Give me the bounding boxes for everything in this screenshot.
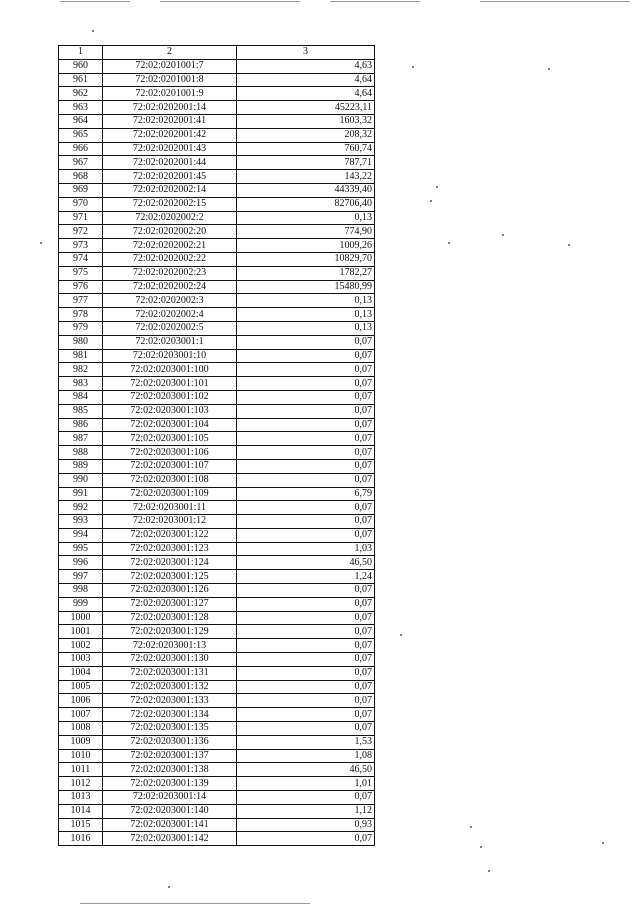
row-number-cell: 965 [59, 128, 103, 142]
table-row [59, 101, 375, 115]
value-cell: 0,07 [237, 611, 375, 625]
table-row [59, 114, 375, 128]
row-number-cell: 990 [59, 473, 103, 487]
table-row [59, 239, 375, 253]
cadastral-number-cell: 72:02:0203001:131 [103, 666, 237, 680]
table-row [59, 321, 375, 335]
cadastral-number-cell: 72:02:0202002:2 [103, 211, 237, 225]
table-row [59, 487, 375, 501]
scan-speck [568, 244, 570, 246]
parcel-table [58, 45, 375, 846]
value-cell: 1,03 [237, 542, 375, 556]
cadastral-number-cell: 72:02:0202002:24 [103, 280, 237, 294]
value-cell: 0,07 [237, 404, 375, 418]
row-number-cell: 991 [59, 487, 103, 501]
value-cell: 143,22 [237, 170, 375, 184]
value-cell: 46,50 [237, 763, 375, 777]
table-row [59, 73, 375, 87]
cadastral-number-cell: 72:02:0202002:3 [103, 294, 237, 308]
cadastral-number-cell: 72:02:0203001:127 [103, 597, 237, 611]
cadastral-number-cell: 72:02:0203001:142 [103, 832, 237, 846]
cadastral-number-cell: 72:02:0202002:5 [103, 321, 237, 335]
table-row [59, 639, 375, 653]
table-row [59, 280, 375, 294]
row-number-cell: 984 [59, 390, 103, 404]
cadastral-number-cell: 72:02:0203001:102 [103, 390, 237, 404]
row-number-cell: 1000 [59, 611, 103, 625]
cadastral-number-cell: 72:02:0203001:139 [103, 777, 237, 791]
cadastral-number-cell: 72:02:0203001:124 [103, 556, 237, 570]
row-number-cell: 972 [59, 225, 103, 239]
row-number-cell: 1012 [59, 777, 103, 791]
table-row [59, 294, 375, 308]
scan-speck [470, 826, 472, 828]
table-row [59, 515, 375, 529]
table-row [59, 680, 375, 694]
value-cell: 0,07 [237, 584, 375, 598]
row-number-cell: 968 [59, 170, 103, 184]
row-number-cell: 1015 [59, 818, 103, 832]
table-row [59, 363, 375, 377]
value-cell: 0,07 [237, 653, 375, 667]
row-number-cell: 986 [59, 418, 103, 432]
cadastral-number-cell: 72:02:0203001:14 [103, 791, 237, 805]
row-number-cell: 1001 [59, 625, 103, 639]
value-cell: 0,07 [237, 446, 375, 460]
row-number-cell: 995 [59, 542, 103, 556]
row-number-cell: 1010 [59, 749, 103, 763]
table-row [59, 197, 375, 211]
row-number-cell: 976 [59, 280, 103, 294]
table-row [59, 266, 375, 280]
value-cell: 1009,26 [237, 239, 375, 253]
value-cell: 4,64 [237, 73, 375, 87]
row-number-cell: 960 [59, 59, 103, 73]
table-row [59, 542, 375, 556]
table-row [59, 570, 375, 584]
table-row [59, 763, 375, 777]
table-row [59, 735, 375, 749]
cadastral-number-cell: 72:02:0203001:100 [103, 363, 237, 377]
scan-speck [430, 200, 432, 202]
cadastral-number-cell: 72:02:0201001:7 [103, 59, 237, 73]
table-row [59, 156, 375, 170]
value-cell: 0,07 [237, 501, 375, 515]
row-number-cell: 983 [59, 377, 103, 391]
table-row [59, 446, 375, 460]
cadastral-number-cell: 72:02:0203001:126 [103, 584, 237, 598]
value-cell: 0,07 [237, 694, 375, 708]
cadastral-number-cell: 72:02:0203001:141 [103, 818, 237, 832]
cadastral-number-cell: 72:02:0203001:138 [103, 763, 237, 777]
row-number-cell: 992 [59, 501, 103, 515]
cadastral-number-cell: 72:02:0203001:105 [103, 432, 237, 446]
scan-speck [448, 242, 450, 244]
row-number-cell: 978 [59, 308, 103, 322]
column-header: 3 [237, 46, 375, 60]
value-cell: 0,07 [237, 363, 375, 377]
cadastral-number-cell: 72:02:0202002:14 [103, 183, 237, 197]
table-row [59, 225, 375, 239]
value-cell: 0,07 [237, 390, 375, 404]
table-row [59, 528, 375, 542]
value-cell: 0,13 [237, 321, 375, 335]
cadastral-number-cell: 72:02:0202002:15 [103, 197, 237, 211]
table-row [59, 832, 375, 846]
value-cell: 0,07 [237, 625, 375, 639]
cadastral-number-cell: 72:02:0203001:135 [103, 722, 237, 736]
table-row [59, 473, 375, 487]
table-header-row [59, 46, 375, 60]
table-row [59, 694, 375, 708]
cadastral-number-cell: 72:02:0202001:45 [103, 170, 237, 184]
value-cell: 4,63 [237, 59, 375, 73]
value-cell: 1,08 [237, 749, 375, 763]
value-cell: 82706,40 [237, 197, 375, 211]
value-cell: 6,79 [237, 487, 375, 501]
value-cell: 0,07 [237, 528, 375, 542]
table-row [59, 804, 375, 818]
row-number-cell: 971 [59, 211, 103, 225]
value-cell: 1,12 [237, 804, 375, 818]
row-number-cell: 975 [59, 266, 103, 280]
cadastral-number-cell: 72:02:0203001:104 [103, 418, 237, 432]
cadastral-number-cell: 72:02:0203001:101 [103, 377, 237, 391]
table-row [59, 749, 375, 763]
cadastral-number-cell: 72:02:0202001:43 [103, 142, 237, 156]
row-number-cell: 982 [59, 363, 103, 377]
cadastral-number-cell: 72:02:0202002:21 [103, 239, 237, 253]
value-cell: 208,32 [237, 128, 375, 142]
column-header: 1 [59, 46, 103, 60]
cadastral-number-cell: 72:02:0203001:130 [103, 653, 237, 667]
value-cell: 1782,27 [237, 266, 375, 280]
table-row [59, 777, 375, 791]
table-row [59, 791, 375, 805]
cadastral-number-cell: 72:02:0203001:108 [103, 473, 237, 487]
cadastral-number-cell: 72:02:0202002:23 [103, 266, 237, 280]
row-number-cell: 969 [59, 183, 103, 197]
table-row [59, 142, 375, 156]
table-row [59, 597, 375, 611]
value-cell: 1603,32 [237, 114, 375, 128]
table-row [59, 556, 375, 570]
row-number-cell: 988 [59, 446, 103, 460]
value-cell: 0,13 [237, 211, 375, 225]
table-row [59, 87, 375, 101]
value-cell: 0,93 [237, 818, 375, 832]
row-number-cell: 998 [59, 584, 103, 598]
table-row [59, 625, 375, 639]
table-row [59, 418, 375, 432]
cadastral-number-cell: 72:02:0203001:125 [103, 570, 237, 584]
value-cell: 46,50 [237, 556, 375, 570]
row-number-cell: 1013 [59, 791, 103, 805]
row-number-cell: 977 [59, 294, 103, 308]
value-cell: 0,07 [237, 515, 375, 529]
value-cell: 10829,70 [237, 252, 375, 266]
row-number-cell: 1016 [59, 832, 103, 846]
cadastral-number-cell: 72:02:0202002:22 [103, 252, 237, 266]
scan-speck [602, 842, 604, 844]
row-number-cell: 974 [59, 252, 103, 266]
cadastral-number-cell: 72:02:0202002:20 [103, 225, 237, 239]
cadastral-number-cell: 72:02:0203001:109 [103, 487, 237, 501]
row-number-cell: 994 [59, 528, 103, 542]
value-cell: 44339,40 [237, 183, 375, 197]
row-number-cell: 970 [59, 197, 103, 211]
cadastral-number-cell: 72:02:0203001:140 [103, 804, 237, 818]
value-cell: 0,07 [237, 708, 375, 722]
cadastral-number-cell: 72:02:0203001:12 [103, 515, 237, 529]
cadastral-number-cell: 72:02:0203001:128 [103, 611, 237, 625]
table-body [59, 59, 375, 845]
cadastral-number-cell: 72:02:0202001:14 [103, 101, 237, 115]
scan-speck [400, 634, 402, 636]
row-number-cell: 997 [59, 570, 103, 584]
row-number-cell: 996 [59, 556, 103, 570]
row-number-cell: 1006 [59, 694, 103, 708]
cadastral-number-cell: 72:02:0202001:44 [103, 156, 237, 170]
table-row [59, 708, 375, 722]
row-number-cell: 1003 [59, 653, 103, 667]
value-cell: 0,07 [237, 418, 375, 432]
cadastral-number-cell: 72:02:0203001:136 [103, 735, 237, 749]
value-cell: 0,07 [237, 459, 375, 473]
row-number-cell: 980 [59, 335, 103, 349]
table-row [59, 459, 375, 473]
table-row [59, 653, 375, 667]
table-row [59, 377, 375, 391]
scan-speck [40, 242, 42, 244]
table-row [59, 501, 375, 515]
cadastral-number-cell: 72:02:0203001:132 [103, 680, 237, 694]
row-number-cell: 979 [59, 321, 103, 335]
scan-speck [412, 66, 414, 68]
value-cell: 0,07 [237, 666, 375, 680]
value-cell: 0,07 [237, 639, 375, 653]
row-number-cell: 964 [59, 114, 103, 128]
table-row [59, 335, 375, 349]
cadastral-number-cell: 72:02:0201001:8 [103, 73, 237, 87]
value-cell: 0,07 [237, 473, 375, 487]
table-row [59, 211, 375, 225]
value-cell: 774,90 [237, 225, 375, 239]
cadastral-number-cell: 72:02:0203001:122 [103, 528, 237, 542]
value-cell: 0,07 [237, 597, 375, 611]
scan-edge-line [480, 1, 630, 2]
row-number-cell: 999 [59, 597, 103, 611]
cadastral-number-cell: 72:02:0203001:106 [103, 446, 237, 460]
table-row [59, 59, 375, 73]
table-row [59, 390, 375, 404]
table-row [59, 611, 375, 625]
row-number-cell: 1011 [59, 763, 103, 777]
scan-edge-line [330, 1, 420, 2]
cadastral-number-cell: 72:02:0203001:1 [103, 335, 237, 349]
row-number-cell: 961 [59, 73, 103, 87]
row-number-cell: 981 [59, 349, 103, 363]
row-number-cell: 1004 [59, 666, 103, 680]
value-cell: 0,07 [237, 791, 375, 805]
cadastral-number-cell: 72:02:0201001:9 [103, 87, 237, 101]
column-header: 2 [103, 46, 237, 60]
cadastral-number-cell: 72:02:0203001:13 [103, 639, 237, 653]
scan-speck [436, 186, 438, 188]
cadastral-number-cell: 72:02:0203001:133 [103, 694, 237, 708]
value-cell: 0,07 [237, 680, 375, 694]
table-row [59, 252, 375, 266]
table-row [59, 432, 375, 446]
value-cell: 0,07 [237, 722, 375, 736]
table-row [59, 722, 375, 736]
table-row [59, 128, 375, 142]
row-number-cell: 1009 [59, 735, 103, 749]
value-cell: 1,53 [237, 735, 375, 749]
row-number-cell: 993 [59, 515, 103, 529]
cadastral-number-cell: 72:02:0203001:103 [103, 404, 237, 418]
row-number-cell: 1007 [59, 708, 103, 722]
cadastral-number-cell: 72:02:0203001:123 [103, 542, 237, 556]
value-cell: 1,01 [237, 777, 375, 791]
row-number-cell: 1002 [59, 639, 103, 653]
value-cell: 45223,11 [237, 101, 375, 115]
value-cell: 760,74 [237, 142, 375, 156]
value-cell: 15480,99 [237, 280, 375, 294]
row-number-cell: 1008 [59, 722, 103, 736]
table-row [59, 404, 375, 418]
row-number-cell: 966 [59, 142, 103, 156]
table-row [59, 170, 375, 184]
scan-speck [92, 30, 94, 32]
value-cell: 0,07 [237, 432, 375, 446]
row-number-cell: 1005 [59, 680, 103, 694]
cadastral-number-cell: 72:02:0202002:4 [103, 308, 237, 322]
value-cell: 0,13 [237, 294, 375, 308]
row-number-cell: 987 [59, 432, 103, 446]
scan-speck [480, 846, 482, 848]
scan-edge-line [60, 1, 130, 2]
table-row [59, 349, 375, 363]
table-row [59, 666, 375, 680]
row-number-cell: 973 [59, 239, 103, 253]
table-row [59, 183, 375, 197]
table-row [59, 818, 375, 832]
row-number-cell: 967 [59, 156, 103, 170]
value-cell: 0,07 [237, 349, 375, 363]
table-row [59, 584, 375, 598]
row-number-cell: 963 [59, 101, 103, 115]
row-number-cell: 1014 [59, 804, 103, 818]
row-number-cell: 962 [59, 87, 103, 101]
cadastral-number-cell: 72:02:0203001:137 [103, 749, 237, 763]
value-cell: 4,64 [237, 87, 375, 101]
cadastral-number-cell: 72:02:0203001:129 [103, 625, 237, 639]
cadastral-number-cell: 72:02:0203001:10 [103, 349, 237, 363]
cadastral-number-cell: 72:02:0203001:11 [103, 501, 237, 515]
scan-edge-line [80, 903, 310, 904]
scan-speck [488, 870, 490, 872]
cadastral-number-cell: 72:02:0203001:134 [103, 708, 237, 722]
scan-speck [168, 886, 170, 888]
cadastral-number-cell: 72:02:0202001:41 [103, 114, 237, 128]
scan-speck [548, 68, 550, 70]
table-row [59, 308, 375, 322]
scan-edge-line [160, 1, 300, 2]
cadastral-number-cell: 72:02:0203001:107 [103, 459, 237, 473]
row-number-cell: 985 [59, 404, 103, 418]
value-cell: 0,07 [237, 335, 375, 349]
value-cell: 1,24 [237, 570, 375, 584]
cadastral-number-cell: 72:02:0202001:42 [103, 128, 237, 142]
row-number-cell: 989 [59, 459, 103, 473]
value-cell: 0,07 [237, 377, 375, 391]
value-cell: 0,13 [237, 308, 375, 322]
value-cell: 787,71 [237, 156, 375, 170]
value-cell: 0,07 [237, 832, 375, 846]
scan-speck [502, 234, 504, 236]
